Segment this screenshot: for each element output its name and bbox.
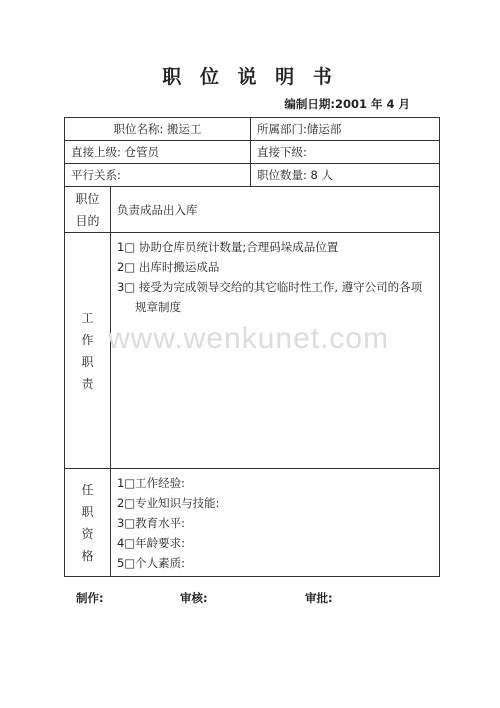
duties-label bbox=[65, 233, 111, 469]
watermark: www.wenkunet.com bbox=[108, 322, 390, 355]
list-item: 3□ 接受为完成领导交给的其它临时性工作, 遵守公司的各项 bbox=[117, 280, 423, 294]
qualifications-label-char: 任 bbox=[81, 482, 94, 497]
table-row bbox=[65, 118, 440, 141]
compile-date: 编制日期:2001 年 4 月 bbox=[284, 97, 410, 111]
table-row bbox=[65, 164, 440, 187]
qualifications-list bbox=[111, 469, 440, 577]
purpose-label-line: 目的 bbox=[75, 213, 100, 228]
made-by-label: 制作: bbox=[76, 591, 104, 605]
subordinate-cell: 直接下级: bbox=[251, 141, 440, 164]
duties-label-char: 作 bbox=[81, 332, 94, 347]
list-item-continuation: 规章制度 bbox=[135, 300, 181, 314]
parallel-relation-cell: 平行关系: bbox=[65, 164, 251, 187]
superior-cell: 直接上级: 仓管员 bbox=[65, 141, 251, 164]
list-item: 3□教育水平: bbox=[117, 516, 186, 530]
purpose-label bbox=[65, 187, 111, 233]
headcount-cell: 职位数量: 8 人 bbox=[251, 164, 440, 187]
list-item: 2□ 出库时搬运成品 bbox=[117, 260, 220, 274]
qualifications-label-char: 职 bbox=[81, 504, 94, 519]
approve-label: 审批: bbox=[305, 591, 333, 605]
duties-label-char: 职 bbox=[81, 354, 94, 369]
qualifications-label-char: 格 bbox=[81, 548, 94, 563]
duties-label-char: 工 bbox=[81, 310, 94, 325]
purpose-text: 负责成品出入库 bbox=[111, 187, 440, 233]
list-item: 2□专业知识与技能: bbox=[117, 496, 220, 510]
department-cell: 所属部门:储运部 bbox=[251, 118, 440, 141]
position-name-cell: 职位名称: 搬运工 bbox=[65, 118, 251, 141]
qualifications-label-char: 资 bbox=[81, 526, 94, 541]
review-label: 审核: bbox=[180, 591, 208, 605]
list-item: 1□ 协助仓库员统计数量;合理码垛成品位置 bbox=[117, 240, 339, 254]
purpose-label-line: 职位 bbox=[75, 191, 100, 206]
list-item: 1□工作经验: bbox=[117, 476, 186, 490]
duties-label-char: 责 bbox=[81, 376, 94, 391]
document-title: 职 位 说 明 书 bbox=[162, 66, 338, 88]
list-item: 4□年龄要求: bbox=[117, 536, 186, 550]
table-row bbox=[65, 187, 440, 233]
table-row bbox=[65, 141, 440, 164]
qualifications-label bbox=[65, 469, 111, 577]
list-item: 5□个人素质: bbox=[117, 556, 186, 570]
table-row bbox=[65, 469, 440, 577]
